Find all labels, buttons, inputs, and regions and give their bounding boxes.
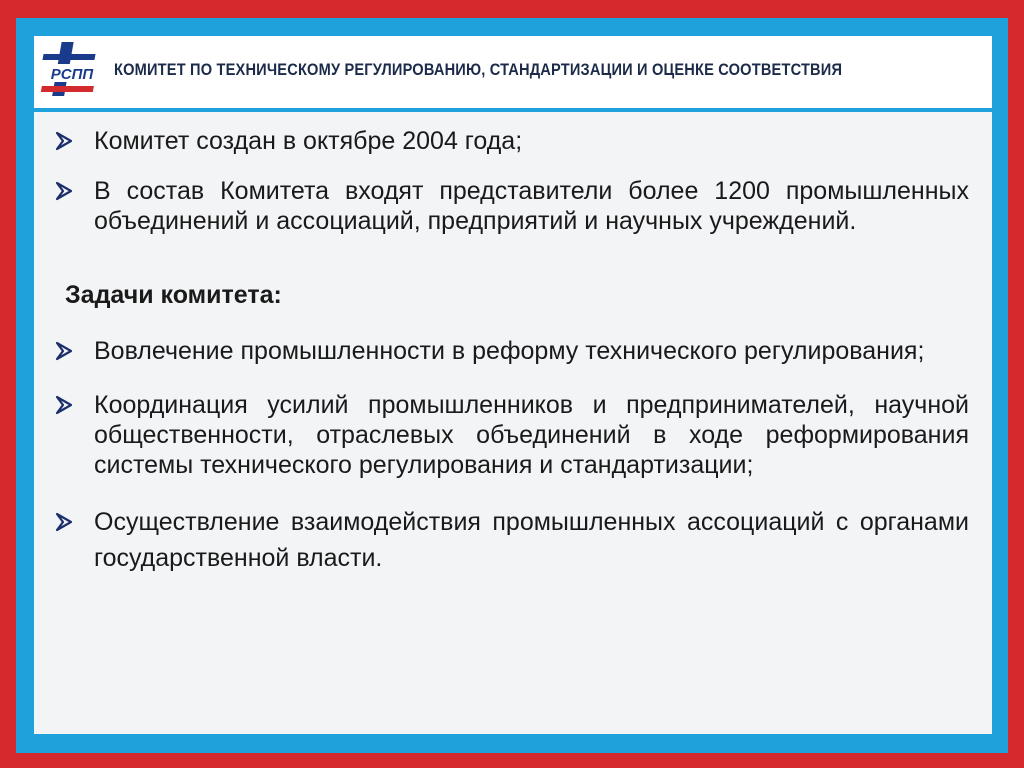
- arrow-bullet-icon: [54, 341, 74, 361]
- list-item: [54, 504, 969, 576]
- arrow-bullet-icon: [54, 131, 74, 151]
- list-item: [54, 336, 969, 366]
- arrow-bullet-icon: [54, 512, 74, 532]
- list-item: [54, 176, 969, 236]
- list-item: [54, 390, 969, 480]
- list-item-text: Координация усилий промышленников и предпринимателей, научной общественности, отраслевых объединений в ходе реформирования системы технического регулирования и стандартизации;: [94, 391, 969, 479]
- header-title: КОМИТЕТ ПО ТЕХНИЧЕСКОМУ РЕГУЛИРОВАНИЮ, СТАНДАРТИЗАЦИИ И ОЦЕНКЕ СООТВЕТСТВИЯ: [114, 60, 843, 79]
- arrow-bullet-icon: [54, 181, 74, 201]
- rspp-logo-icon: [40, 40, 104, 104]
- list-item: [54, 126, 969, 156]
- arrow-bullet-icon: [54, 395, 74, 415]
- slide-panel: [34, 36, 992, 734]
- list-item-text: Вовлечение промышленности в реформу технического регулирования;: [94, 337, 925, 365]
- list-item-text: Комитет создан в октябре 2004 года;: [94, 127, 523, 155]
- list-item-text: Осуществление взаимодействия промышленных ассоциаций с органами государственной власти.: [94, 508, 969, 572]
- logo-text: РСПП: [50, 66, 94, 83]
- slide-content: [54, 120, 969, 576]
- list-item-text: В состав Комитета входят представители более 1200 промышленных объединений и ассоциаций, предприятий и научных учреждений.: [94, 177, 969, 235]
- tasks-heading: Задачи комитета:: [65, 281, 282, 309]
- slide-header: [34, 36, 992, 112]
